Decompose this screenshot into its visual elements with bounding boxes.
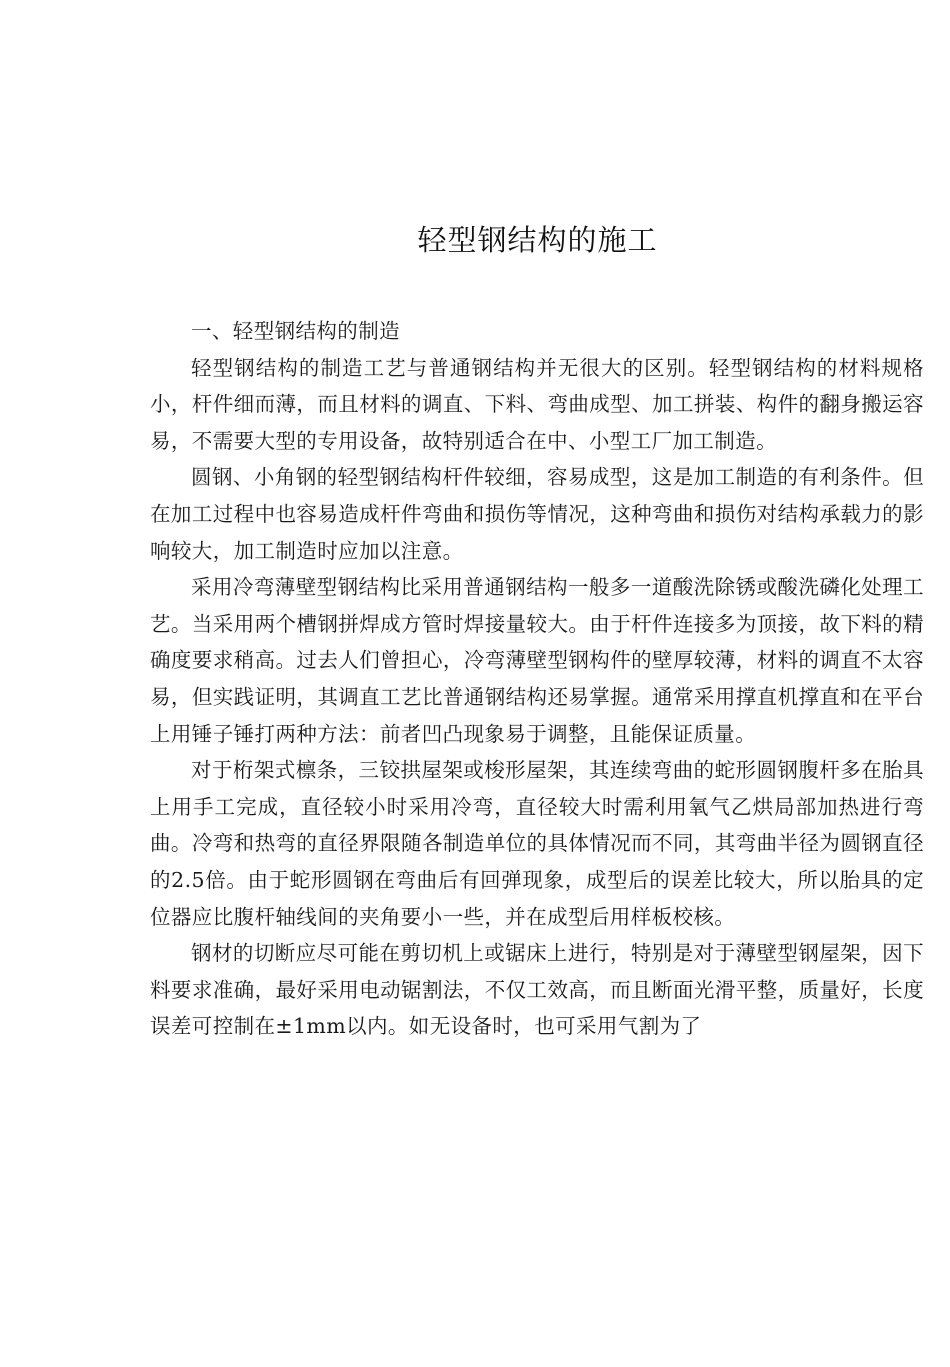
paragraph: 钢材的切断应尽可能在剪切机上或锯床上进行，特别是对于薄壁型钢屋架，因下料要求准确，最好采用电动锯割法，不仅工效高，而且断面光滑平整，质量好，长度误差可控制在±1mm以内。如无设备时，也可采用气割为了 [150,941,924,1039]
paragraph: 采用冷弯薄壁型钢结构比采用普通钢结构一般多一道酸洗除锈或酸洗磷化处理工艺。当采用两个槽钢拼焊成方管时焊接量较大。由于杆件连接多为顶接，故下料的精确度要求稍高。过去人们曾担心，冷弯薄壁型钢构件的壁厚较薄，材料的调直不太容易，但实践证明，其调直工艺比普通钢结构还易掌握。通常采用撑直机撑直和在平台上用锤子锤打两种方法：前者凹凸现象易于调整，且能保证质量。 [150,575,924,746]
page-title: 轻型钢结构的施工 [417,223,658,257]
paragraph: 对于桁架式檩条，三铰拱屋架或梭形屋架，其连续弯曲的蛇形圆钢腹杆多在胎具上用手工完成，直径较小时采用冷弯，直径较大时需利用氧气乙烘局部加热进行弯曲。冷弯和热弯的直径界限随各制造单位的具体情况而不同，其弯曲半径为圆钢直径的2.5倍。由于蛇形圆钢在弯曲后有回弹现象，成型后的误差比较大，所以胎具的定位器应比腹杆轴线间的夹角要小一些，并在成型后用样板校核。 [150,758,924,929]
section-heading: 一、轻型钢结构的制造 [191,319,400,343]
document-body [150,313,924,1045]
paragraph: 轻型钢结构的制造工艺与普通钢结构并无很大的区别。轻型钢结构的材料规格小，杆件细而薄，而且材料的调直、下料、弯曲成型、加工拼装、构件的翻身搬运容易，不需要大型的专用设备，故特别适合在中、小型工厂加工制造。 [150,355,924,453]
paragraph: 圆钢、小角钢的轻型钢结构杆件较细，容易成型，这是加工制造的有利条件。但在加工过程中也容易造成杆件弯曲和损伤等情况，这种弯曲和损伤对结构承载力的影响较大，加工制造时应加以注意。 [150,465,924,563]
